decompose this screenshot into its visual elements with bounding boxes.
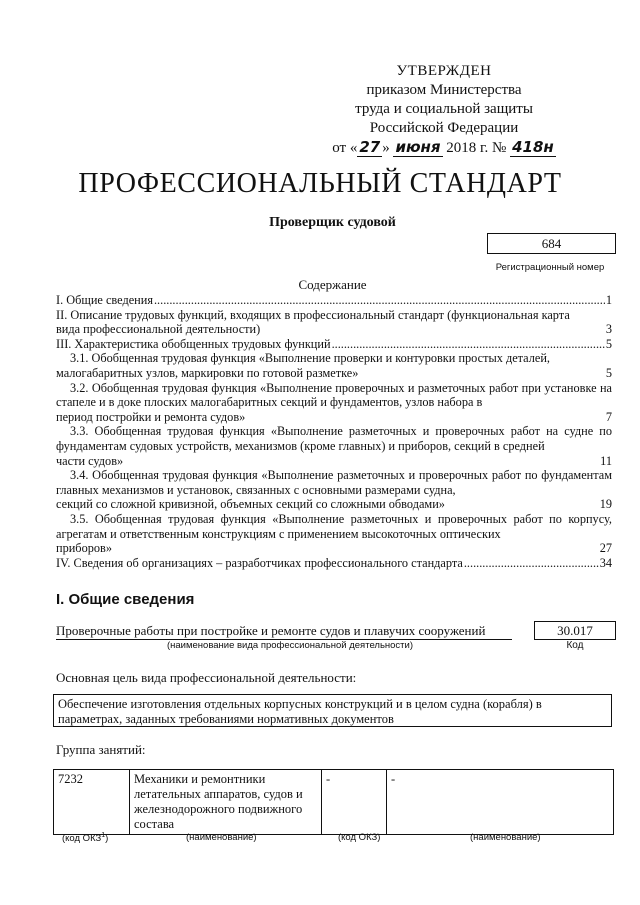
toc-item-page: 3 bbox=[605, 322, 612, 337]
activity-code-box: 30.017 bbox=[534, 621, 616, 640]
toc-leader bbox=[154, 293, 605, 308]
toc-item[interactable] bbox=[56, 512, 612, 556]
toc-item[interactable] bbox=[56, 468, 612, 512]
goal-text-box: Обеспечение изготовления отдельных корпусных конструкций и в целом судна (корабля) в параметрах, заданных требованиями нормативных документов bbox=[53, 694, 612, 727]
date-prefix: от « bbox=[332, 140, 358, 156]
toc-item[interactable] bbox=[56, 337, 612, 352]
toc-item-text: 3.3. Обобщенная трудовая функция «Выполнение разметочных и проверочных работ на судне по фундаментам судовых устройств, механизмов (кроме главных) и приборов, секций в средней bbox=[56, 424, 612, 453]
date-mid: » bbox=[382, 140, 390, 156]
toc-item-page: 11 bbox=[600, 453, 612, 468]
toc-title: Содержание bbox=[298, 277, 367, 292]
toc-item-text: 3.2. Обобщенная трудовая функция «Выполнение проверочных и разметочных работ при установке на стапеле и в доке плоских малогабаритных секций и фундаментов, узлов набора в bbox=[56, 380, 612, 410]
okz-code-caption: (код ОКЗ$^1$) bbox=[62, 832, 109, 845]
occupation-group-table bbox=[53, 769, 614, 835]
registration-number-label: Регистрационный номер bbox=[495, 262, 605, 273]
table-of-contents bbox=[56, 293, 612, 570]
toc-item-text: IV. Сведения об организациях – разработчиках профессионального стандарта bbox=[56, 555, 463, 570]
toc-item-text: II. Описание трудовых функций, входящих в профессиональный стандарт (функциональная карта bbox=[56, 307, 570, 322]
name-caption-2: (наименование) bbox=[470, 832, 541, 843]
handwritten-number: 418н bbox=[512, 138, 554, 156]
toc-item-text: 3.4. Обобщенная трудовая функция «Выполнение разметочных и проверочных работ по фундаментам главных механизмов и установок, связанных с основными размерами судна, bbox=[56, 468, 612, 497]
toc-item-text-end: период постройки и ремонта судов» bbox=[56, 409, 246, 424]
name-caption: (наименование) bbox=[186, 832, 257, 843]
occupation-name-cell: Механики и ремонтники летательных аппаратов, судов и железнодорожного подвижного состава bbox=[130, 770, 322, 835]
okz-code-cell-2: - bbox=[322, 770, 387, 835]
document-title: ПРОФЕССИОНАЛЬНЫЙ СТАНДАРТ bbox=[78, 168, 562, 199]
occupation-group-label: Группа занятий: bbox=[56, 742, 146, 757]
toc-item-page: 5 bbox=[605, 336, 612, 351]
toc-item-page: 27 bbox=[599, 541, 612, 556]
toc-leader bbox=[464, 556, 599, 571]
toc-item-text-end: приборов» bbox=[56, 541, 112, 556]
toc-item-text-end: малогабаритных узлов, маркировки по готовой разметке» bbox=[56, 365, 359, 380]
activity-code-caption: Код bbox=[566, 640, 584, 651]
activity-kind-name: Проверочные работы при постройке и ремонте судов и плавучих сооружений bbox=[56, 623, 512, 640]
toc-item[interactable] bbox=[56, 293, 612, 308]
handwritten-month: июня bbox=[395, 138, 441, 156]
toc-item[interactable] bbox=[56, 381, 612, 425]
toc-item-page: 5 bbox=[605, 365, 612, 380]
registration-number-box: 684 bbox=[487, 233, 616, 254]
approval-date-line bbox=[324, 138, 564, 158]
section-heading: I. Общие сведения bbox=[56, 591, 195, 608]
date-year: 2018 г. № bbox=[446, 140, 507, 156]
toc-item[interactable] bbox=[56, 308, 612, 337]
toc-item-page: 19 bbox=[599, 497, 612, 512]
toc-item[interactable] bbox=[56, 556, 612, 571]
toc-item[interactable] bbox=[56, 351, 612, 380]
toc-item-page: 7 bbox=[605, 409, 612, 424]
toc-item-text-end: вида профессиональной деятельности) bbox=[56, 322, 261, 337]
toc-leader bbox=[332, 337, 605, 352]
toc-item-text-end: части судов» bbox=[56, 453, 124, 468]
approval-block bbox=[324, 62, 564, 158]
approval-title: УТВЕРЖДЕН bbox=[396, 63, 492, 79]
toc-item-page: 1 bbox=[605, 293, 612, 307]
goal-label: Основная цель вида профессиональной деятельности: bbox=[56, 670, 357, 685]
toc-item[interactable] bbox=[56, 424, 612, 468]
toc-item-page: 34 bbox=[599, 555, 612, 570]
toc-item-text-end: секций со сложной кривизной, объемных секций со сложными обводами» bbox=[56, 497, 445, 512]
approval-line-3: Российской Федерации bbox=[369, 120, 519, 136]
approval-line-2: труда и социальной защиты bbox=[355, 101, 533, 117]
handwritten-day: 27 bbox=[359, 138, 381, 156]
approval-line-1: приказом Министерства bbox=[366, 82, 522, 98]
toc-item-text: 3.1. Обобщенная трудовая функция «Выполнение проверки и контуровки простых деталей, bbox=[70, 351, 550, 366]
toc-item-text: I. Общие сведения bbox=[56, 293, 153, 307]
okz-code-caption-2: (код ОКЗ) bbox=[338, 832, 381, 843]
occupation-name-cell-2: - bbox=[387, 770, 614, 835]
toc-item-text: III. Характеристика обобщенных трудовых функций bbox=[56, 336, 331, 351]
activity-kind-caption: (наименование вида профессиональной деятельности) bbox=[166, 640, 414, 651]
profession-name: Проверщик судовой bbox=[269, 215, 396, 230]
table-row bbox=[54, 770, 614, 835]
toc-item-text: 3.5. Обобщенная трудовая функция «Выполнение разметочных и проверочных работ по корпусу, агрегатам и ответственным конструкциям с применением высокоточных оптических bbox=[56, 511, 612, 541]
okz-code-cell: 7232 bbox=[54, 770, 130, 835]
